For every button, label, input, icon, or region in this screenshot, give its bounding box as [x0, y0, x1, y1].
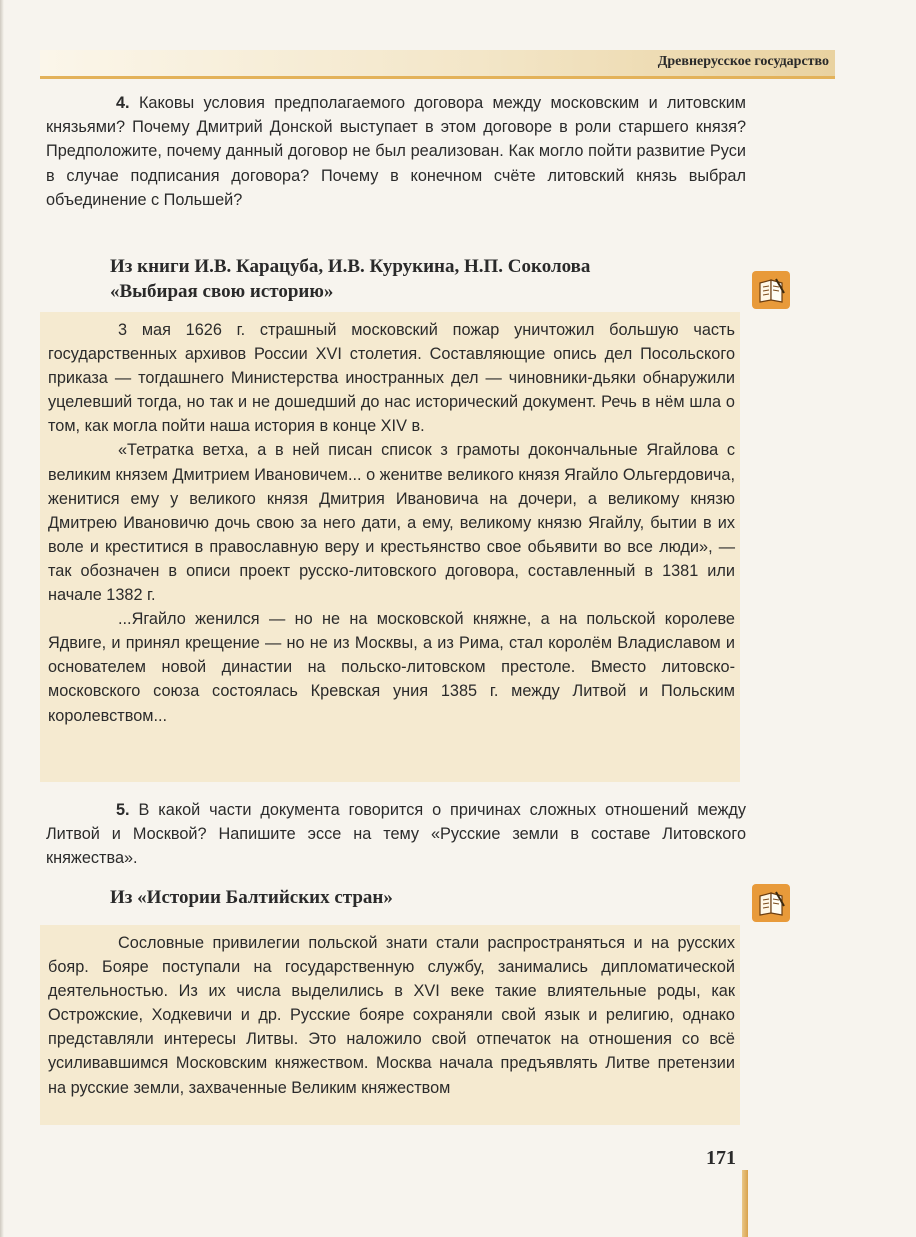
running-head-bar [40, 50, 835, 79]
source-title-line-2: «Выбирая свою историю» [110, 281, 334, 302]
question-text: В какой части документа говорится о причинах сложных отношений между Литвой и Москвой? Напишите эссе на тему «Русские земли в составе Литовского княжества». [46, 801, 747, 868]
book-document-icon [752, 884, 790, 922]
question-number: 5. [116, 801, 130, 819]
excerpt-1-paragraph-3: ...Ягайло женился — но не на московской княжне, а на польской королеве Ядвиге, и принял крещение — но не из Москвы, а из Рима, стал королём Владиславом и основателем новой династии на польско-литовском престоле. Вместо литовско-московского союза состоялась Кревская уния 1385 г. между Литвой и Польским королевством... [48, 610, 735, 725]
question-5 [46, 798, 746, 871]
source-title-line-1: Из книги И.В. Карацуба, И.В. Курукина, Н.П. Соколова [110, 256, 591, 277]
page-edge-shadow [0, 0, 4, 1237]
question-4 [46, 91, 746, 212]
page-number: 171 [706, 1147, 736, 1169]
excerpt-1-paragraph-1: 3 мая 1626 г. страшный московский пожар уничтожил большую часть государственных архивов России XVI столетия. Составляющие опись дел Посольского приказа — тогдашнего Министерства иностранных дел — чиновники-дьяки обнаружили уцелевший тогда, но так и не дошедший до нас исторический документ. Речь в нём шла о том, как могла пойти наша история в конце XIV в. [48, 321, 735, 436]
book-document-icon [752, 271, 790, 309]
question-number: 4. [116, 94, 130, 112]
question-text: Каковы условия предполагаемого договора между московским и литовским князьями? Почему Дмитрий Донской выступает в этом договоре в роли старшего князя? Предположите, почему данный договор не был реализован. Как могло пойти развитие Руси в случае подписания договора? Почему в конечном счёте литовский князь выбрал объединение с Польшей? [46, 94, 746, 209]
excerpt-2 [40, 925, 740, 1125]
excerpt-2-paragraph-1: Сословные привилегии польской знати стали распространяться и на русских бояр. Бояре поступали на государственную службу, занимались дипломатической деятельностью. Из их числа выделились в XVI веке такие влиятельные роды, как Острожские, Ходкевичи и др. Русские бояре сохраняли свой язык и религию, однако представляли интересы Литвы. Это наложило свой отпечаток на отношения со всё усиливавшимся Московским княжеством. Москва начала предъявлять Литве претензии на русские земли, захваченные Великим княжеством [48, 934, 735, 1097]
excerpt-1 [40, 312, 740, 782]
source-title-2: Из «Истории Балтийских стран» [110, 887, 393, 908]
source-title-1 [110, 254, 750, 304]
running-head: Древнерусское государство [657, 54, 829, 69]
page-edge-strip [742, 1170, 748, 1237]
excerpt-1-paragraph-2: «Тетратка ветха, а в ней писан список з грамоты докончальные Ягайлова с великим князем Дмитрием Ивановичем... о женитве великого князя Ягайло Ольгердовича, женитися ему у великого князя Дмитрия Ивановича на дочери, а великому князю Дмитрею Ивановичю дочь свою за него дати, а ему, великому князю Ягайлу, бытии в их воле и креститися в православную веру и крестьянство свое обьявити во все люди», — так обозначен в описи проект русско-литовского договора, составленный в 1381 или начале 1382 г. [48, 441, 735, 605]
